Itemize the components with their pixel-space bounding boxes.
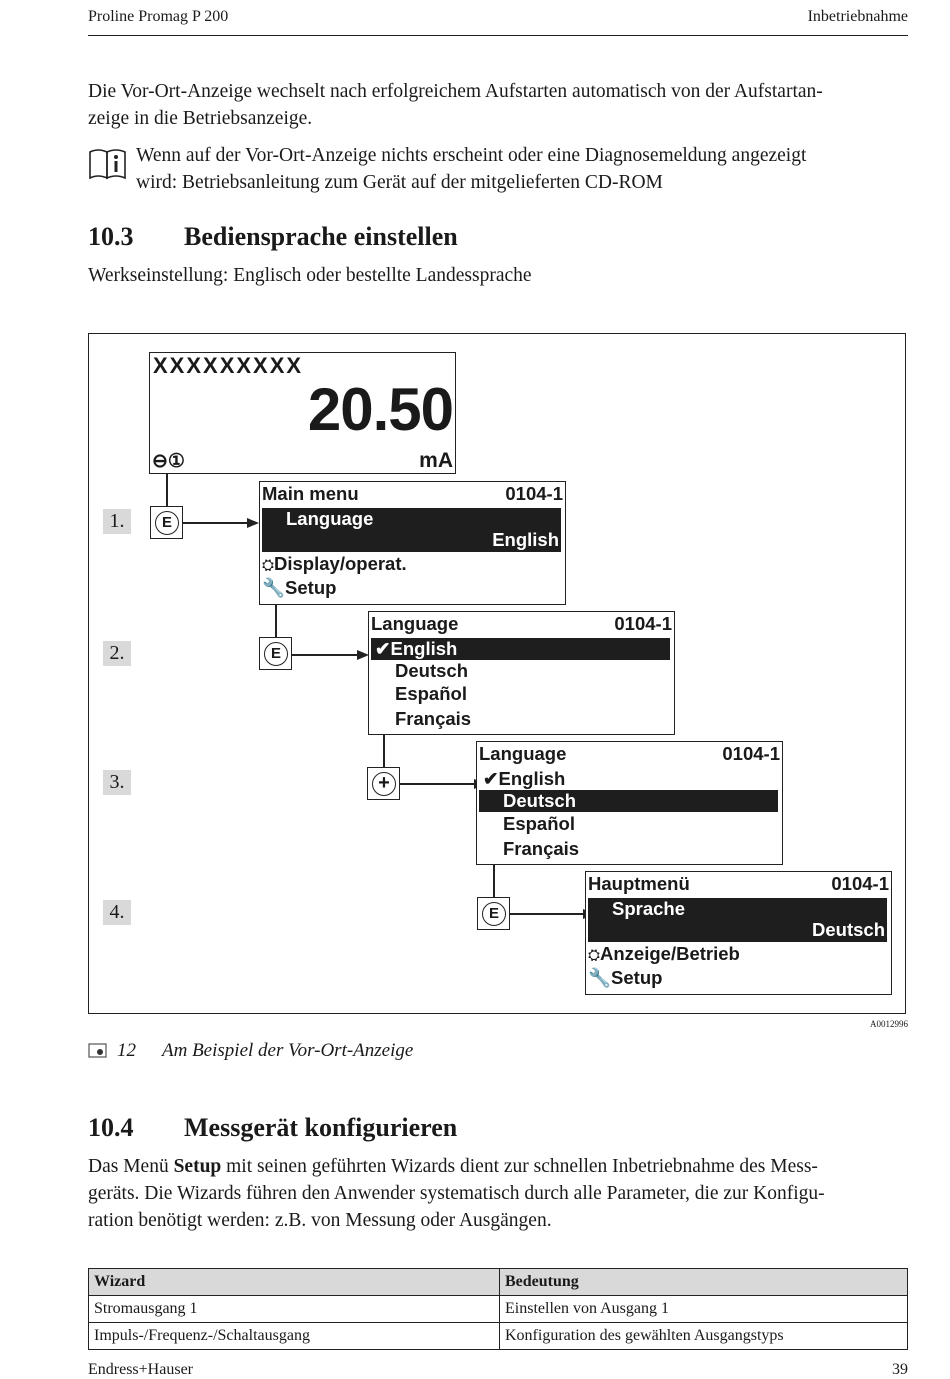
enter-key-button[interactable] [150, 506, 183, 539]
section-title: Messgerät konfigurieren [184, 1113, 458, 1142]
screen-code: 0104-1 [614, 613, 672, 634]
figure-code: A0012996 [870, 1019, 908, 1029]
screen-code: 0104-1 [831, 873, 889, 894]
language-option-francais[interactable] [479, 838, 780, 860]
note-line-1: Wenn auf der Vor-Ort-Anzeige nichts erscheint oder eine Diagnosemeldung angezeigt [136, 145, 807, 166]
wrench-icon: 🔧 [588, 967, 612, 988]
table-header-row [89, 1269, 908, 1296]
section-number: 10.3 [88, 222, 134, 251]
table-cell: Impuls-/Frequenz-/Schaltausgang [89, 1323, 500, 1350]
screen-header [479, 743, 780, 765]
column-header-bedeutung: Bedeutung [500, 1269, 908, 1296]
header-chapter: Inbetriebnahme [807, 8, 908, 25]
step-1-label: 1. [103, 509, 131, 534]
enter-key-icon: E [482, 902, 506, 926]
screen-header [371, 613, 672, 635]
section-10-3-text: Werkseinstellung: Englisch oder bestellte Landessprache [88, 265, 532, 286]
section-heading-10-3 [88, 222, 458, 252]
menu-item-setup[interactable] [262, 577, 563, 599]
caption-number: 12 [117, 1040, 136, 1061]
menu-item-language-selected[interactable] [262, 508, 561, 552]
option-label: ✔English [483, 768, 566, 789]
option-label: Deutsch [503, 790, 576, 811]
table-cell: Konfiguration des gewählten Ausgangstyps [500, 1323, 908, 1350]
menu-item-label: Sprache [612, 898, 686, 919]
intro-line-1: Die Vor-Ort-Anzeige wechselt nach erfolgreichem Aufstarten automatisch von der Aufstartan- [88, 81, 823, 102]
screen-language-2 [476, 741, 783, 865]
screen-main-menu [259, 481, 566, 605]
screen-code: 0104-1 [722, 743, 780, 764]
menu-item-label: Setup [611, 967, 663, 988]
wrench-icon: 🔧 [262, 577, 286, 598]
book-info-icon [88, 146, 128, 182]
section-10-4-paragraph [88, 1153, 908, 1234]
table-cell: Einstellen von Ausgang 1 [500, 1296, 908, 1323]
enter-key-icon: E [264, 642, 288, 666]
footer-brand: Endress+Hauser [88, 1361, 193, 1378]
connector [166, 474, 168, 506]
step-3-label: 3. [103, 770, 131, 795]
note-text [136, 142, 906, 196]
paragraph-line-2: geräts. Die Wizards führen den Anwender systematisch durch alle Parameter, die zur Konfigu- [88, 1183, 825, 1204]
page-number: 39 [892, 1361, 908, 1378]
enter-key-button[interactable] [259, 637, 292, 670]
connector [292, 654, 360, 656]
step-4-label: 4. [103, 900, 131, 925]
display-unit: mA [419, 449, 453, 472]
screen-code: 0104-1 [505, 483, 563, 504]
menu-item-label: Setup [285, 577, 337, 598]
menu-item-setup[interactable] [588, 967, 889, 989]
gauge-icon: ⛭ [588, 947, 601, 964]
wizard-table [88, 1268, 908, 1350]
screen-title: Hauptmenü [588, 873, 690, 894]
option-label: Français [503, 838, 580, 859]
display-screen [149, 352, 456, 474]
screen-language-1 [368, 611, 675, 735]
caption-text: Am Beispiel der Vor-Ort-Anzeige [162, 1040, 414, 1061]
display-channel-symbol: ⊖① [152, 451, 185, 472]
step-2-label: 2. [103, 641, 131, 666]
connector [183, 522, 250, 524]
table-row [89, 1323, 908, 1350]
screen-title: Main menu [262, 483, 359, 504]
language-option-espanol[interactable] [371, 683, 672, 705]
figure-language-setting [88, 333, 906, 1014]
screen-header [262, 483, 563, 505]
paragraph-line-3: ration benötigt werden: z.B. von Messung oder Ausgängen. [88, 1210, 552, 1231]
language-option-deutsch[interactable] [371, 660, 672, 682]
menu-item-anzeige[interactable] [588, 943, 889, 965]
figure-icon [88, 1043, 108, 1059]
menu-item-label: Language [286, 508, 374, 529]
display-tag: XXXXXXXXX [153, 353, 304, 378]
header-product: Proline Promag P 200 [88, 8, 229, 25]
option-label: Español [395, 683, 467, 704]
plus-key-icon: + [372, 772, 396, 796]
gauge-icon: ⛭ [262, 557, 275, 574]
option-label: Español [503, 813, 575, 834]
language-option-espanol[interactable] [479, 813, 780, 835]
plus-key-button[interactable] [367, 767, 400, 800]
connector [275, 604, 277, 637]
screen-hauptmenu [585, 871, 892, 995]
section-title: Bediensprache einstellen [184, 222, 458, 251]
language-option-francais[interactable] [371, 708, 672, 730]
display-value: 20.50 [307, 376, 453, 443]
setup-term: Setup [173, 1156, 222, 1177]
intro-line-2: zeige in die Betriebsanzeige. [88, 108, 313, 129]
section-number: 10.4 [88, 1113, 134, 1142]
section-heading-10-4 [88, 1113, 457, 1143]
column-header-wizard: Wizard [89, 1269, 500, 1296]
intro-paragraph [88, 78, 908, 132]
language-option-deutsch-selected[interactable] [479, 790, 778, 812]
table-row [89, 1296, 908, 1323]
screen-header [588, 873, 889, 895]
paragraph-line-1 [88, 1153, 908, 1180]
connector [493, 864, 495, 897]
text-run: Das Menü [88, 1156, 174, 1177]
note-line-2: wird: Betriebsanleitung zum Gerät auf der mitgelieferten CD-ROM [136, 172, 663, 193]
menu-item-value: Deutsch [812, 919, 885, 940]
header-divider [88, 35, 908, 36]
connector [400, 783, 477, 785]
enter-key-icon: E [155, 511, 179, 535]
option-label: ✔English [375, 638, 458, 659]
option-label: Deutsch [395, 660, 468, 681]
connector [383, 734, 385, 767]
menu-item-sprache-selected[interactable] [588, 898, 887, 942]
arrow-icon [247, 518, 259, 528]
menu-item-label: Anzeige/Betrieb [600, 943, 740, 964]
text-run: mit seinen geführten Wizards dient zur schnellen Inbetriebnahme des Mess- [221, 1156, 818, 1177]
language-option-english[interactable] [371, 638, 670, 660]
menu-item-label: Display/operat. [274, 553, 407, 574]
option-label: Français [395, 708, 472, 729]
connector [510, 913, 586, 915]
language-option-english[interactable] [479, 768, 780, 790]
enter-key-button[interactable] [477, 897, 510, 930]
menu-item-display[interactable] [262, 553, 563, 575]
table-cell: Stromausgang 1 [89, 1296, 500, 1323]
screen-title: Language [479, 743, 567, 764]
screen-title: Language [371, 613, 459, 634]
menu-item-value: English [492, 529, 559, 550]
